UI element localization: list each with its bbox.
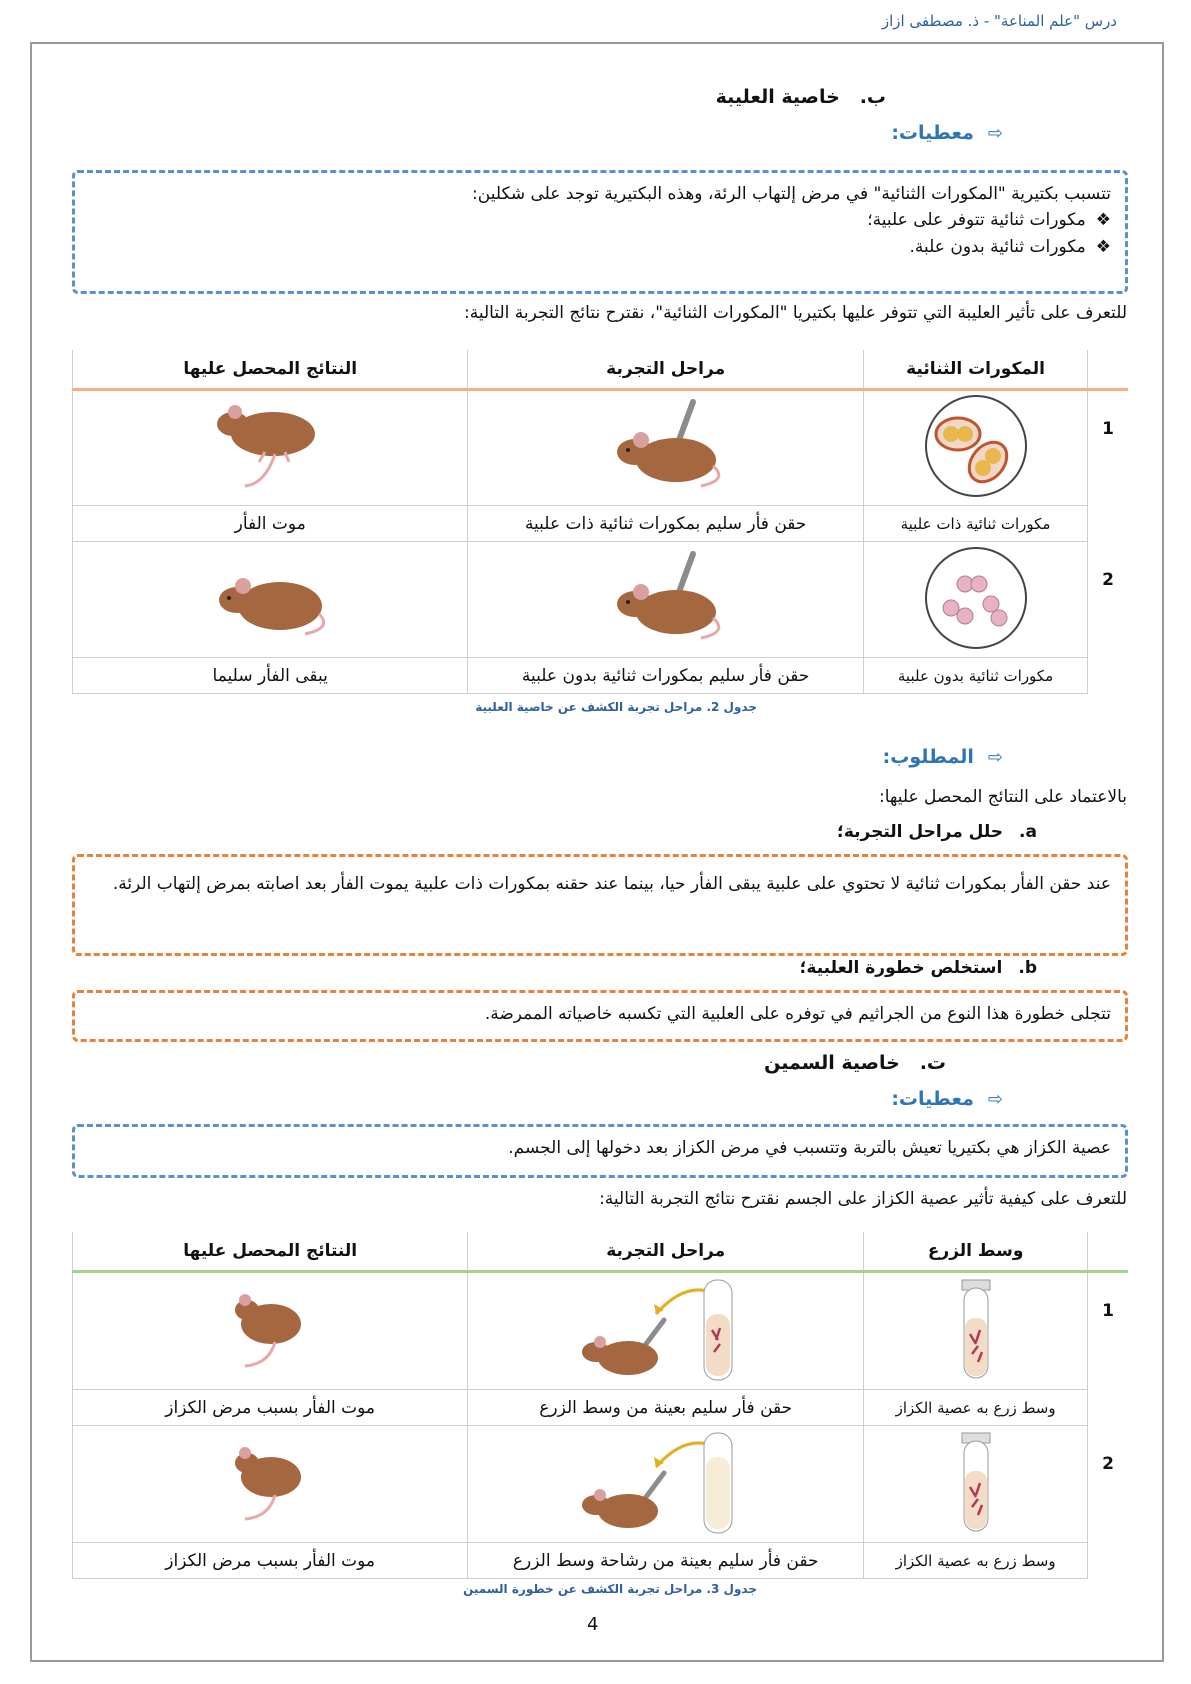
section-t-title bbox=[764, 1052, 946, 1074]
question-a-letter: a. bbox=[1019, 822, 1037, 842]
table1-r2-col1: مكورات ثنائية بدون علبية bbox=[863, 658, 1087, 694]
injection-healthy-mouse-image bbox=[468, 390, 863, 506]
required-label: المطلوب: bbox=[882, 746, 974, 768]
lead1: للتعرف على تأثير العليبة التي تتوفر عليها بكتيريا "المكورات الثنائية"، نقترح نتائج التجربة التالية: bbox=[464, 303, 1127, 323]
dead-mouse-image bbox=[73, 1426, 468, 1543]
question-b-letter: b. bbox=[1018, 958, 1037, 978]
lead2: للتعرف على كيفية تأثير عصية الكزاز على الجسم نقترح نتائج التجربة التالية: bbox=[599, 1189, 1127, 1209]
given1-bullet-1 bbox=[89, 207, 1111, 233]
answer-a-box bbox=[72, 854, 1128, 956]
section-t-letter: ت. bbox=[919, 1052, 946, 1074]
page-number: 4 bbox=[587, 1614, 599, 1635]
table-row bbox=[73, 1272, 1129, 1390]
answer-a-text: عند حقن الفأر بمكورات ثنائية لا تحتوي على علبية يبقى الفأر حيا، بينما عند حقنه بمكورات ذات علبية يموت الفأر بعد اصابته بمرض إلتهاب الرئة. bbox=[112, 874, 1111, 894]
table2-r1-col3: موت الفأر بسبب مرض الكزاز bbox=[73, 1390, 468, 1426]
section-b-text: خاصية العليبة bbox=[715, 86, 840, 108]
table-row bbox=[73, 390, 1129, 506]
table-row bbox=[73, 1543, 1129, 1579]
given2-box bbox=[72, 1124, 1128, 1178]
table1-r1-col1: مكورات ثنائية ذات علبية bbox=[863, 506, 1087, 542]
section-t-text: خاصية السمين bbox=[764, 1052, 900, 1074]
question-b-text: استخلص خطورة العلبية؛ bbox=[799, 958, 1003, 978]
question-a-text: حلل مراحل التجربة؛ bbox=[837, 822, 1004, 842]
row-number: 2 bbox=[1102, 569, 1114, 590]
table-row bbox=[73, 1426, 1129, 1543]
row-number: 1 bbox=[1102, 419, 1114, 439]
required-heading bbox=[883, 746, 1003, 768]
table1-header-2: مراحل التجربة bbox=[468, 350, 863, 390]
table1-header-3: النتائج المحصل عليها bbox=[73, 350, 468, 390]
row-number: 1 bbox=[1102, 1301, 1114, 1321]
table2-header-1: وسط الزرع bbox=[864, 1232, 1088, 1272]
given2-label: معطيات: bbox=[891, 1088, 974, 1110]
given1-intro: تتسبب بكتيرية "المكورات الثنائية" في مرض إلتهاب الرئة، وهذه البكتيرية توجد على شكلين: bbox=[472, 184, 1111, 204]
given2-text: عصية الكزاز هي بكتيريا تعيش بالتربة وتتسبب في مرض الكزاز بعد دخولها إلى الجسم. bbox=[508, 1138, 1111, 1158]
table2-r1-col2: حقن فأر سليم بعينة من وسط الزرع bbox=[468, 1390, 864, 1426]
table1-r2-col2: حقن فأر سليم بمكورات ثنائية بدون علبية bbox=[468, 658, 863, 694]
diamond-bullet-icon: ❖ bbox=[1095, 236, 1111, 257]
table-row bbox=[73, 1390, 1129, 1426]
answer-b-box bbox=[72, 990, 1128, 1042]
document-header: درس "علم المناعة" - ذ. مصطفى ازاز bbox=[881, 12, 1117, 30]
table2-r2-col2: حقن فأر سليم بعينة من رشاحة وسط الزرع bbox=[468, 1543, 864, 1579]
injection-from-tube-image bbox=[468, 1272, 864, 1390]
given1-bullet-2 bbox=[89, 234, 1111, 260]
non-encapsulated-bacteria-image bbox=[863, 542, 1087, 658]
given1-label: معطيات: bbox=[891, 122, 974, 144]
injection-from-filtrate-image bbox=[468, 1426, 864, 1543]
injection-healthy-mouse-image bbox=[468, 542, 863, 658]
section-b-letter: ب. bbox=[859, 86, 886, 108]
table1-caption: جدول 2. مراحل تجربة الكشف عن خاصية العلبية bbox=[475, 700, 757, 714]
table1 bbox=[72, 350, 1128, 694]
table2-r2-col3: موت الفأر بسبب مرض الكزاز bbox=[73, 1543, 468, 1579]
arrow-right-icon: ⇨ bbox=[987, 747, 1003, 768]
table2-r1-col1: وسط زرع به عصية الكزاز bbox=[864, 1390, 1088, 1426]
required-intro: بالاعتماد على النتائج المحصل عليها: bbox=[878, 787, 1127, 807]
culture-tube-image bbox=[864, 1272, 1088, 1390]
encapsulated-bacteria-image bbox=[863, 390, 1087, 506]
table-row bbox=[73, 658, 1129, 694]
given1-bullet-1-text: مكورات ثنائية تتوفر على علبية؛ bbox=[867, 210, 1086, 231]
table1-r2-col3: يبقى الفأر سليما bbox=[73, 658, 468, 694]
table1-r1-col2: حقن فأر سليم بمكورات ثنائية ذات علبية bbox=[468, 506, 863, 542]
section-b-title bbox=[716, 86, 886, 108]
table2-r2-col1: وسط زرع به عصية الكزاز bbox=[864, 1543, 1088, 1579]
table1-r1-col3: موت الفأر bbox=[73, 506, 468, 542]
table2-caption: جدول 3. مراحل تجربة الكشف عن خطورة السمين bbox=[463, 1582, 757, 1596]
table-row bbox=[73, 506, 1129, 542]
given1-heading bbox=[891, 122, 1003, 144]
dead-mouse-image bbox=[73, 1272, 468, 1390]
culture-tube-image bbox=[864, 1426, 1088, 1543]
healthy-mouse-image bbox=[73, 542, 468, 658]
table2-header-2: مراحل التجربة bbox=[468, 1232, 864, 1272]
table2-header-3: النتائج المحصل عليها bbox=[73, 1232, 468, 1272]
table2 bbox=[72, 1232, 1128, 1579]
table1-header-1: المكورات الثنائية bbox=[863, 350, 1087, 390]
dead-mouse-image bbox=[73, 390, 468, 506]
question-a bbox=[837, 822, 1037, 842]
arrow-right-icon: ⇨ bbox=[987, 1089, 1003, 1110]
diamond-bullet-icon: ❖ bbox=[1095, 210, 1111, 231]
given1-box bbox=[72, 170, 1128, 294]
answer-b-text: تتجلى خطورة هذا النوع من الجراثيم في توفره على العلبية التي تكسبه خاصياته الممرضة. bbox=[484, 1004, 1111, 1024]
given2-heading bbox=[891, 1088, 1003, 1110]
table-row bbox=[73, 542, 1129, 658]
given1-bullet-2-text: مكورات ثنائية بدون علبة. bbox=[909, 236, 1086, 257]
question-b bbox=[800, 958, 1037, 978]
arrow-right-icon: ⇨ bbox=[987, 123, 1003, 144]
row-number: 2 bbox=[1102, 1453, 1114, 1474]
